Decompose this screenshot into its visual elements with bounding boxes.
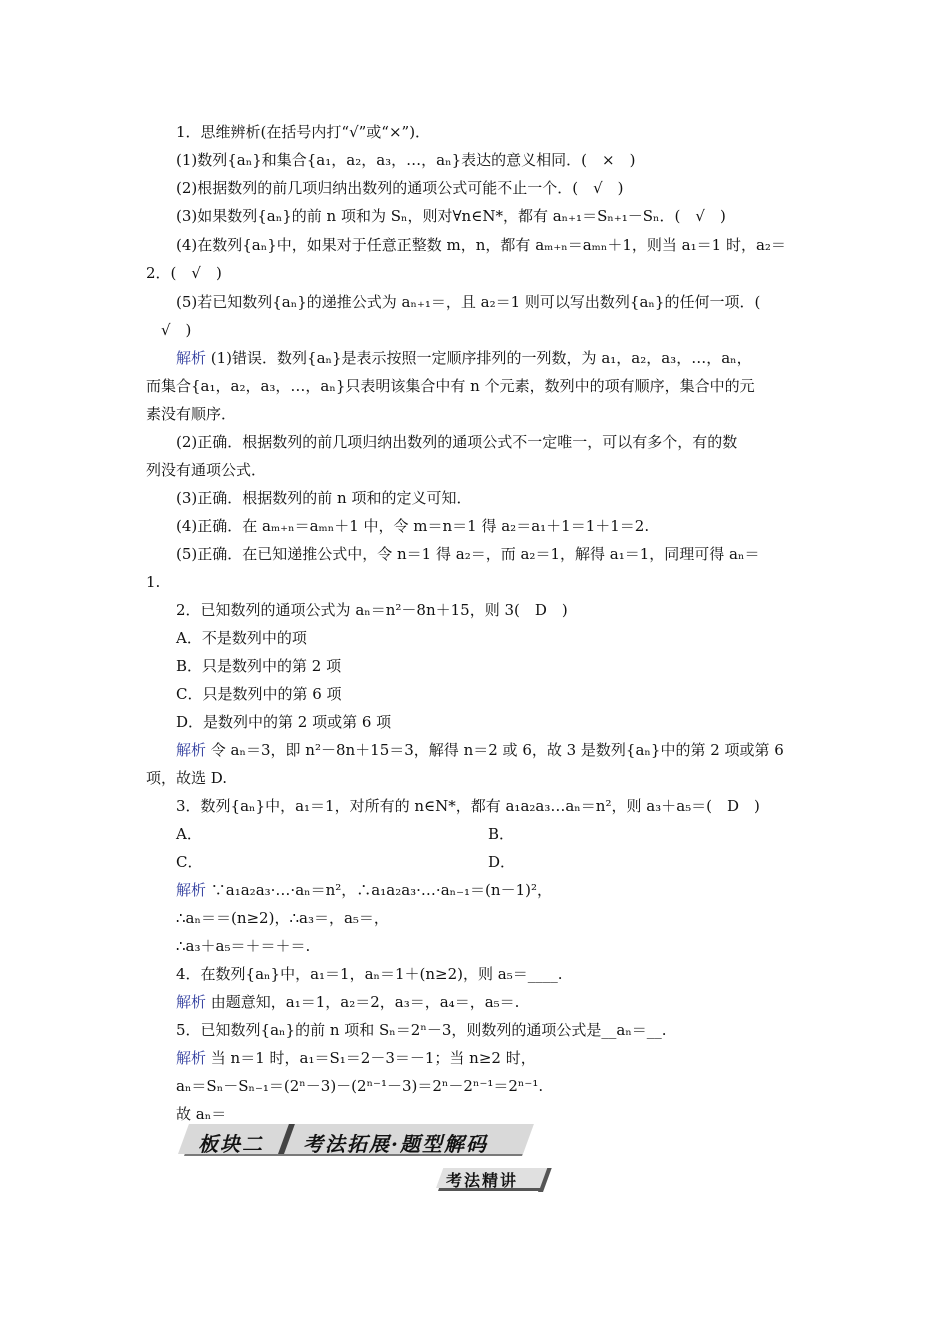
text-line — [146, 768, 227, 788]
line-text: √ ) — [146, 321, 192, 339]
line-text: 1. — [146, 573, 161, 591]
text-line — [146, 263, 222, 283]
text-line — [146, 404, 236, 424]
line-text: C． — [176, 853, 203, 871]
text-line — [176, 964, 563, 984]
line-text: D．是数列中的第 2 项或第 6 项 — [176, 713, 392, 731]
line-text: (1)错误．数列{aₙ}是表示按照一定顺序排列的一列数，为 a₁，a₂，a₃，…，aₙ， — [206, 349, 752, 367]
text-line — [176, 150, 635, 170]
text-line — [176, 908, 389, 928]
text-line — [176, 348, 752, 368]
text-line — [176, 1076, 543, 1096]
analysis-label: 解析 — [176, 741, 207, 759]
text-line — [176, 740, 784, 760]
text-line — [176, 1020, 667, 1040]
line-text: 故 aₙ＝ — [176, 1105, 227, 1123]
line-text: (5)正确．在已知递推公式中，令 n＝1 得 a₂＝，而 a₂＝1，解得 a₁＝1，同理可得 aₙ＝ — [176, 545, 760, 563]
subheading-text: 考法精讲 — [446, 1171, 519, 1190]
line-text: ∴a₃＋a₅＝＋＝＋＝. — [176, 937, 311, 955]
line-text: B． — [488, 825, 515, 843]
line-text: B．只是数列中的第 2 项 — [176, 657, 342, 675]
line-text: 而集合{a₁，a₂，a₃，…，aₙ}只表明该集合中有 n 个元素，数列中的项有顺序，集合中的元 — [146, 377, 755, 395]
line-text: 素没有顺序． — [146, 405, 237, 423]
text-line — [176, 1048, 536, 1068]
line-text: 2．( √ ) — [146, 264, 222, 282]
text-line — [146, 320, 191, 340]
text-line — [488, 852, 515, 872]
line-text: (4)在数列{aₙ}中，如果对于任意正整数 m，n，都有 aₘ₊ₙ＝aₘₙ＋1，则当 a₁＝1 时，a₂＝ — [176, 236, 786, 254]
line-text: (4)正确．在 aₘ₊ₙ＝aₘₙ＋1 中，令 m＝n＝1 得 a₂＝a₁＋1＝1＋1＝2. — [176, 517, 650, 535]
analysis-label: 解析 — [176, 1049, 207, 1067]
text-line — [146, 376, 755, 396]
text-line — [176, 235, 786, 255]
text-line — [176, 122, 430, 142]
text-line — [488, 824, 514, 844]
section-banner — [178, 1124, 523, 1158]
text-line — [176, 178, 624, 198]
banner-title: 考法拓展·题型解码 — [303, 1132, 488, 1156]
text-line — [176, 600, 568, 620]
line-text: (5)若已知数列{aₙ}的递推公式为 aₙ₊₁＝，且 a₂＝1 则可以写出数列{aₙ}的任何一项．( — [176, 293, 761, 311]
text-line — [176, 656, 341, 676]
text-line — [176, 796, 760, 816]
line-text: (3)如果数列{aₙ}的前 n 项和为 Sₙ，则对∀n∈N*，都有 aₙ₊₁＝Sₙ₊₁－Sₙ．( √ ) — [176, 207, 726, 225]
line-text: 当 n＝1 时，a₁＝S₁＝2－3＝－1；当 n≥2 时， — [206, 1049, 536, 1067]
text-line — [176, 516, 649, 536]
line-text: 项，故选 D. — [146, 769, 228, 787]
text-line — [176, 1104, 226, 1124]
line-text: (3)正确．根据数列的前 n 项和的定义可知． — [176, 489, 472, 507]
line-text: D． — [488, 853, 516, 871]
line-text: 5．已知数列{aₙ}的前 n 项和 Sₙ＝2ⁿ－3，则数列的通项公式是__aₙ＝__. — [176, 1021, 667, 1039]
text-line — [146, 460, 266, 480]
line-text: A．不是数列中的项 — [176, 629, 307, 647]
text-line — [176, 936, 310, 956]
text-line — [176, 488, 471, 508]
text-line — [176, 292, 760, 312]
text-line — [176, 544, 759, 564]
line-text: aₙ＝Sₙ－Sₙ₋₁＝(2ⁿ－3)－(2ⁿ⁻¹－3)＝2ⁿ－2ⁿ⁻¹＝2ⁿ⁻¹. — [176, 1077, 544, 1095]
analysis-label: 解析 — [176, 881, 207, 899]
banner-block-label: 板块二 — [198, 1132, 264, 1156]
line-text: (2)根据数列的前几项归纳出数列的通项公式可能不止一个．( √ ) — [176, 179, 624, 197]
line-text: ∵a₁a₂a₃·…·aₙ＝n²，∴a₁a₂a₃·…·aₙ₋₁＝(n－1)²， — [206, 881, 552, 899]
text-line — [176, 684, 342, 704]
text-line — [176, 712, 391, 732]
subheading-tag — [436, 1168, 544, 1192]
text-line — [146, 572, 160, 592]
line-text: 1．思维辨析(在括号内打“√”或“×”)． — [176, 123, 431, 141]
line-text: C．只是数列中的第 6 项 — [176, 685, 342, 703]
line-text: 2．已知数列的通项公式为 aₙ＝n²－8n＋15，则 3( D ) — [176, 601, 568, 619]
line-text: 由题意知，a₁＝1，a₂＝2，a₃＝，a₄＝，a₅＝. — [206, 993, 520, 1011]
text-line — [176, 992, 519, 1012]
line-text: A． — [176, 825, 202, 843]
line-text: ∴aₙ＝＝(n≥2)，∴a₃＝，a₅＝， — [176, 909, 389, 927]
text-line — [176, 852, 202, 872]
line-text: (2)正确．根据数列的前几项归纳出数列的通项公式不一定唯一，可以有多个，有的数 — [176, 433, 738, 451]
line-text: 3．数列{aₙ}中，a₁＝1，对所有的 n∈N*，都有 a₁a₂a₃…aₙ＝n²，则 a₃＋a₅＝( D ) — [176, 797, 760, 815]
analysis-label: 解析 — [176, 349, 207, 367]
analysis-label: 解析 — [176, 993, 207, 1011]
line-text: 列没有通项公式． — [146, 461, 267, 479]
line-text: 令 aₙ＝3，即 n²－8n＋15＝3，解得 n＝2 或 6，故 3 是数列{aₙ}中的第 2 项或第 6 — [206, 741, 784, 759]
text-line — [176, 206, 726, 226]
line-text: (1)数列{aₙ}和集合{a₁，a₂，a₃，…，aₙ}表达的意义相同．( × ) — [176, 151, 636, 169]
text-line — [176, 628, 307, 648]
line-text: 4．在数列{aₙ}中，a₁＝1，aₙ＝1＋(n≥2)，则 a₅＝____. — [176, 965, 563, 983]
text-line — [176, 824, 202, 844]
text-line — [176, 880, 552, 900]
text-line — [176, 432, 737, 452]
